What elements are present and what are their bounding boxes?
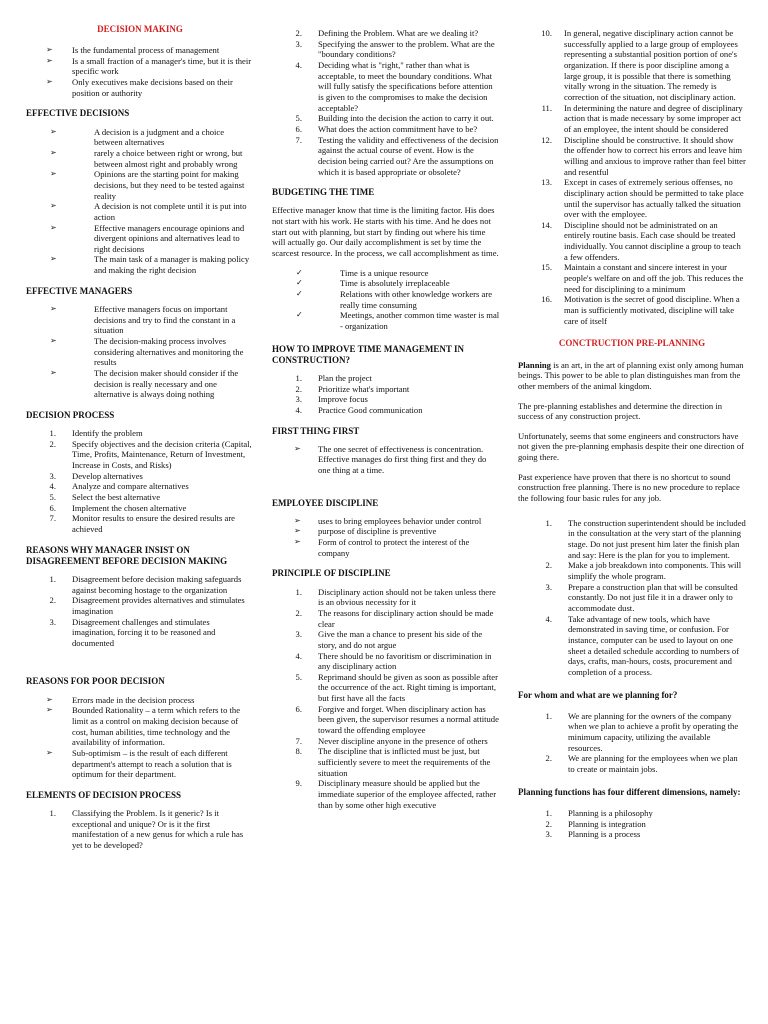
bullet-item: ➢ The one secret of effectiveness is concentration. Effective manages do first thing first and they do one thing at a time. xyxy=(294,443,487,475)
bullet-item: ➢ Effective managers encourage opinions and divergent opinions and alternatives lead to right decisions xyxy=(50,222,245,254)
elements-list xyxy=(26,808,254,851)
bullet-item: ➢ A decision is not complete until it is put into action xyxy=(50,201,247,222)
reasons-insist-list xyxy=(26,574,254,649)
numbered-item: 4. Deciding what is "right," rather than what is acceptable, to meet the boundary conditions. What will fully satisfy the specifications before attention is given to the compromises to make the decision acceptable? xyxy=(295,59,493,113)
checkmark-icon: ✓ xyxy=(296,288,303,298)
heading-budgeting: BUDGETING THE TIME xyxy=(272,187,375,198)
check-item: ✓ Time is a unique resource xyxy=(296,267,429,278)
numbered-item: 6. What does the action commitment have to be? xyxy=(295,123,478,134)
numbered-item: 1. Plan the project xyxy=(295,372,372,383)
check-item: ✓ Time is absolutely irreplaceable xyxy=(296,278,450,289)
bullet-item: ➢ Opinions are the starting point for making decisions, but they need to be tested against reality xyxy=(50,169,245,201)
numbered-item: 2. We are planning for the employees when we plan to create or maintain jobs. xyxy=(545,753,738,775)
check-item: ✓ Meetings, another common time waster is mal - organization xyxy=(296,310,500,331)
numbered-item: 7. Testing the validity and effectiveness of the decision against the actual course of event. How is the decision being carried out? Are the assumptions on which it is based appropriate or obsolete? xyxy=(295,134,499,177)
column-1 xyxy=(26,24,254,851)
heading-for-whom: For whom and what are we planning for? xyxy=(518,689,678,700)
numbered-item: 2. Defining the Problem. What are we dealing it? xyxy=(295,28,479,38)
bullet-item: ➢ Bounded Rationality – a term which refers to the limit as a control on making decision because of cost, human abilities, time technology and the availability of information. xyxy=(46,705,241,748)
numbered-item: 8. The discipline that is inflicted must be just, but sufficiently severe to meet the requirements of the situation xyxy=(295,746,491,778)
numbered-item: 16. Motivation is the secret of good discipline. When a man is sufficiently motivated, discipline will take care of itself xyxy=(541,294,740,326)
heading-effective-decisions: EFFECTIVE DECISIONS xyxy=(26,108,130,119)
arrow-bullet-icon: ➢ xyxy=(46,694,53,704)
arrow-bullet-icon: ➢ xyxy=(50,147,57,157)
heading-elements: ELEMENTS OF DECISION PROCESS xyxy=(26,789,181,800)
budgeting-paragraph: Effective manager know that time is the limiting factor. His does not start with his work. He starts with his time. And he does not start out with planning, but start by finding out where his time will actually go. Our daily accomplishment is set by time the scarcest resource. In the process, we call accomplishment as time. xyxy=(272,205,499,258)
heading-reasons-insist: REASONS WHY MANAGER INSIST ON DISAGREEMENT BEFORE DECISION MAKING xyxy=(26,544,228,566)
arrow-bullet-icon: ➢ xyxy=(50,126,57,136)
arrow-bullet-icon: ➢ xyxy=(46,77,53,87)
numbered-item: 4. Take advantage of new tools, which have demonstrated in saving time, or confusion. For instance, computer can be used to layout on one sheet a detailed schedule according to numbers of days, crafts, man-hours, costs, procurement and completion of a process. xyxy=(545,613,740,677)
bullet-item: ➢ uses to bring employees behavior under control xyxy=(294,515,482,526)
arrow-bullet-icon: ➢ xyxy=(294,443,301,453)
arrow-bullet-icon: ➢ xyxy=(50,201,57,211)
numbered-item: 4. There should be no favoritism or discrimination in any disciplinary action xyxy=(295,650,492,672)
effective-managers-list xyxy=(26,304,254,400)
bullet-item: ➢ The main task of a manager is making policy and making the right decision xyxy=(50,254,250,276)
arrow-bullet-icon: ➢ xyxy=(46,747,53,757)
improve-time-list xyxy=(272,373,500,416)
numbered-item: 2. The reasons for disciplinary action should be made clear xyxy=(295,607,494,629)
heading-employee-discipline: EMPLOYEE DISCIPLINE xyxy=(272,497,379,508)
heading-principle-discipline: PRINCIPLE OF DISCIPLINE xyxy=(272,568,391,579)
checkmark-icon: ✓ xyxy=(296,267,303,277)
numbered-item: 1. The construction superintendent should be included in the consultation at the very start of the planning stage. Do not just present him later the finish plan and say: Here is the plan for you to implement. xyxy=(545,517,746,560)
arrow-bullet-icon: ➢ xyxy=(50,335,57,345)
bullet-item: ➢ Is a small fraction of a manager's time, but it is their specific work xyxy=(46,55,252,77)
bullet-item: ➢ rarely a choice between right or wrong, but between almost right and probably wrong xyxy=(50,147,243,169)
heading-planning-functions: Planning functions has four different dimensions, namely: xyxy=(518,786,741,797)
bullet-item: ➢ The decision-making process involves considering alternatives and monitoring the results xyxy=(50,335,244,368)
numbered-item: 1. Disagreement before decision making safeguards against becoming hostage to the organization xyxy=(49,573,242,595)
poor-decision-list xyxy=(26,695,254,780)
numbered-item: 14. Discipline should not be administrated on an entirely routine basis. Each case should be treated individually. You cannot discipline a group to teach a few offenders. xyxy=(541,219,741,262)
numbered-item: 1. Disciplinary action should not be taken unless there is an obvious necessity for it xyxy=(295,586,496,608)
numbered-item: 2. Specify objectives and the decision criteria (Capital, Time, Profits, Maintenance, Return of Investment, Increase in Costs, and Risks) xyxy=(49,438,252,470)
arrow-bullet-icon: ➢ xyxy=(50,367,57,377)
check-item: ✓ Relations with other knowledge workers are really time consuming xyxy=(296,288,493,310)
numbered-item: 10. In general, negative disciplinary action cannot be successfully applied to a large group of employees representing a substantial position portion of one's organization. If there is poor discipline among a large group, it is possible that there is something vitally wrong in the situation. The remedy is correction of the situation, not disciplinary action. xyxy=(541,28,738,102)
numbered-item: 5. Building into the decision the action to carry it out. xyxy=(295,113,494,124)
past-experience-paragraph: Past experience have proven that there is no shortcut to sound construction free planning. There is no new procedure to replace the following four basic rules for any job. xyxy=(518,471,740,504)
arrow-bullet-icon: ➢ xyxy=(50,169,57,179)
numbered-item: 3. Give the man a chance to present his side of the story, and do not argue xyxy=(295,629,483,650)
checkmark-icon: ✓ xyxy=(296,310,303,320)
bullet-item: ➢ Effective managers focus on important decisions and try to find the constant in a situation xyxy=(50,303,236,336)
first-thing-list xyxy=(272,444,500,476)
title-construction-preplanning: CONCTRUCTION PRE-PLANNING xyxy=(558,338,706,349)
numbered-item: 7. Monitor results to ensure the desired results are achieved xyxy=(49,513,236,534)
bullet-item: ➢ Is the fundamental process of management xyxy=(46,45,220,56)
numbered-item: 1. Identify the problem xyxy=(49,428,143,438)
four-rules-list xyxy=(518,518,746,678)
arrow-bullet-icon: ➢ xyxy=(46,55,53,65)
bullet-item: ➢ Sub-optimism – is the result of each different department's attempt to reach a solution that is optimum for their department. xyxy=(46,747,232,780)
heading-effective-managers: EFFECTIVE MANAGERS xyxy=(26,285,133,296)
numbered-item: 5. Reprimand should be given as soon as possible after the occurrence of the act. Right timing is important, but first have all the facts xyxy=(295,671,498,704)
heading-improve-time: HOW TO IMPROVE TIME MANAGEMENT IN CONSTRUCTION? xyxy=(272,343,464,365)
effective-decisions-list xyxy=(26,127,254,276)
planning-functions-list xyxy=(518,808,746,840)
arrow-bullet-icon: ➢ xyxy=(294,515,301,525)
numbered-item: 7. Never discipline anyone in the presence of others xyxy=(295,735,488,746)
numbered-item: 4. Analyze and compare alternatives xyxy=(49,481,189,492)
numbered-item: 3. Disagreement challenges and stimulates imagination, forcing it to be reasoned and documented xyxy=(49,616,216,648)
bullet-item: ➢ Form of control to protect the interest of the company xyxy=(294,537,470,558)
principle-list xyxy=(272,587,500,811)
heading-decision-process: DECISION PROCESS xyxy=(26,409,115,420)
numbered-item: 1. We are planning for the owners of the company when we plan to achieve a profit by operating the minimum capacity, utilizing the available resources. xyxy=(545,710,739,753)
principle-continued-list xyxy=(518,28,746,326)
numbered-item: 12. Discipline should be constructive. It should show the offender how to correct his errors and leave him willing and anxious to improve rather than feel bitter and resentful xyxy=(541,134,746,177)
arrow-bullet-icon: ➢ xyxy=(50,222,57,232)
heading-poor-decision: REASONS FOR POOR DECISION xyxy=(26,676,165,687)
planning-paragraph: Planning is an art, in the art of planning exist only among human beings. This power to be able to plan distinguishes man from the other members of the animal kingdom. xyxy=(518,359,744,391)
numbered-item: 2. Prioritize what's important xyxy=(295,383,410,394)
numbered-item: 3. Specifying the answer to the problem. What are the "boundary conditions? xyxy=(295,38,495,60)
arrow-bullet-icon: ➢ xyxy=(46,45,53,55)
numbered-item: 4. Practice Good communication xyxy=(295,404,423,415)
time-checks-list xyxy=(272,268,500,332)
title-decision-making: DECISION MAKING xyxy=(97,24,183,34)
arrow-bullet-icon: ➢ xyxy=(50,254,57,264)
arrow-bullet-icon: ➢ xyxy=(50,303,57,313)
column-2 xyxy=(272,28,500,810)
intro-list xyxy=(26,45,254,98)
arrow-bullet-icon: ➢ xyxy=(294,526,301,536)
bullet-item: ➢ Only executives make decisions based on their position or authority xyxy=(46,77,233,98)
numbered-item: 5. Select the best alternative xyxy=(49,491,161,502)
preplanning-paragraph: The pre-planning establishes and determine the direction in success of any construction project. xyxy=(518,400,723,422)
numbered-item: 2. Make a job breakdown into components. This will simplify the whole program. xyxy=(545,560,742,582)
column-3 xyxy=(518,28,746,840)
arrow-bullet-icon: ➢ xyxy=(46,705,53,715)
bullet-item: ➢ A decision is a judgment and a choice between alternatives xyxy=(50,126,225,148)
arrow-bullet-icon: ➢ xyxy=(294,537,301,547)
numbered-item: 13. Except in cases of extremely serious offenses, no disciplinary action should be permitted to take place until the supervisor has actually talked the situation over with the employee. xyxy=(541,177,744,220)
numbered-item: 2. Planning is integration xyxy=(545,818,646,829)
bullet-item: ➢ purpose of discipline is preventive xyxy=(294,526,437,537)
numbered-item: 11. In determining the nature and degree of disciplinary action that is made necessary by some improper act of an employee, the intent should be considered xyxy=(541,102,743,134)
numbered-item: 3. Prepare a construction plan that will be consulted constantly. Do not just file it in a drawer only to accommodate dust. xyxy=(545,581,738,613)
unfortunately-paragraph: Unfortunately, seems that some engineers and constructors have not given the pre-planning emphasis despite their one direction of going there. xyxy=(518,430,745,463)
elements-continued-list xyxy=(272,28,500,177)
numbered-item: 3. Planning is a process xyxy=(545,829,641,840)
numbered-item: 3. Develop alternatives xyxy=(49,470,143,481)
numbered-item: 1. Classifying the Problem. Is it generic? Is it exceptional and unique? Or is it the first manifestation of a new genus for which a rule has yet to be developed? xyxy=(49,808,244,850)
bullet-item: ➢ Errors made in the decision process xyxy=(46,694,195,705)
bullet-item: ➢ The decision maker should consider if the decision is really necessary and one alternative is always doing nothing xyxy=(50,367,239,400)
decision-process-list xyxy=(26,428,254,535)
numbered-item: 15. Maintain a constant and sincere interest in your people's welfare on and off the job. This reduces the need for disciplining to a minimum xyxy=(541,262,744,294)
heading-first-thing: FIRST THING FIRST xyxy=(272,425,360,436)
numbered-item: 1. Planning is a philosophy xyxy=(545,807,653,818)
numbered-item: 6. Implement the chosen alternative xyxy=(49,502,187,513)
numbered-item: 6. Forgive and forget. When disciplinary action has been given, the supervisor resumes a normal attitude toward the offending employee xyxy=(295,703,499,736)
checkmark-icon: ✓ xyxy=(296,278,303,288)
discipline-list xyxy=(272,516,500,559)
numbered-item: 3. Improve focus xyxy=(295,394,368,405)
for-whom-list xyxy=(518,711,746,775)
numbered-item: 2. Disagreement provides alternatives and stimulates imagination xyxy=(49,595,245,616)
numbered-item: 9. Disciplinary measure should be applied but the immediate superior of the employee affected, rather than by some other high executive xyxy=(295,778,497,810)
